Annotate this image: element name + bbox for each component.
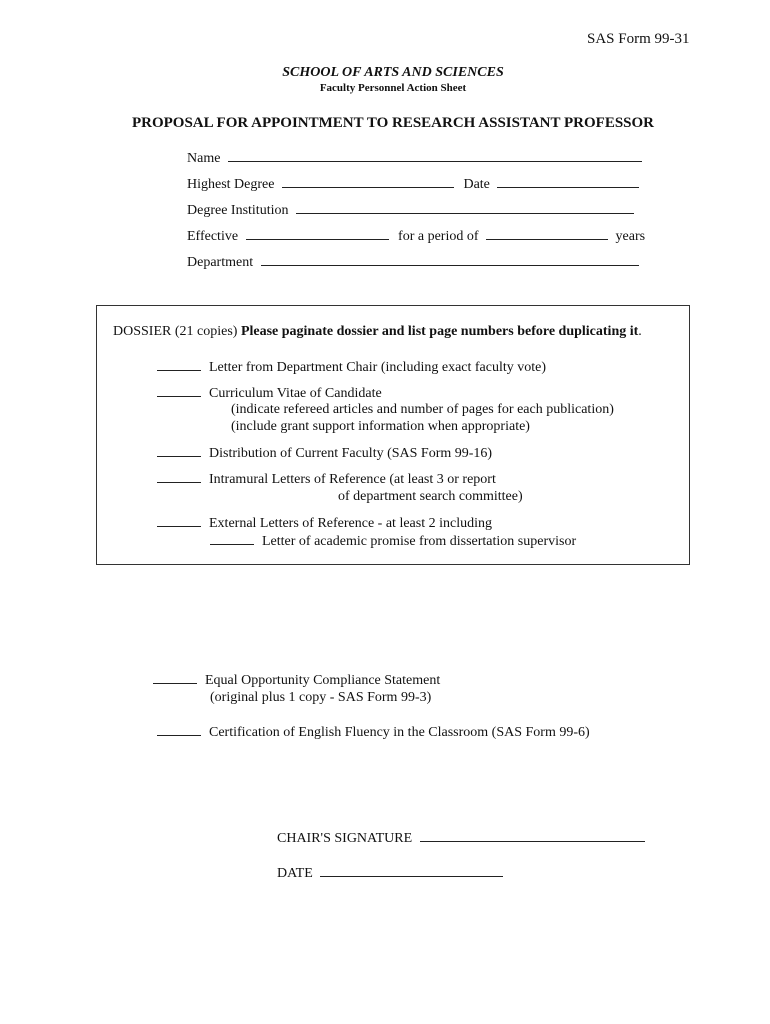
dossier-item-note: (indicate refereed articles and number of pages for each publication): [231, 402, 614, 417]
effective-label: Effective: [187, 229, 239, 244]
check-blank[interactable]: [210, 533, 254, 545]
period-label: for a period of: [398, 229, 479, 244]
dossier-item-note: of department search committee): [338, 489, 523, 504]
degree-institution-label: Degree Institution: [187, 203, 289, 218]
department-field[interactable]: [261, 253, 639, 266]
highest-degree-label: Highest Degree: [187, 177, 275, 192]
dossier-heading: [113, 324, 642, 340]
form-subtitle: Faculty Personnel Action Sheet: [319, 82, 467, 94]
date-field[interactable]: [497, 175, 639, 188]
dossier-item: [157, 359, 546, 376]
effective-field[interactable]: [246, 227, 389, 240]
check-blank[interactable]: [153, 672, 197, 684]
highest-degree-field[interactable]: [282, 175, 454, 188]
dossier-item: [157, 445, 492, 462]
name-label: Name: [187, 151, 221, 166]
extra-item: [153, 672, 440, 689]
dossier-item-label: Intramural Letters of Reference (at least 3 or report: [209, 472, 496, 487]
extra-item-label: Certification of English Fluency in the Classroom (SAS Form 99-6): [209, 725, 590, 740]
date-label: Date: [463, 177, 490, 192]
school-title: SCHOOL OF ARTS AND SCIENCES: [282, 65, 504, 80]
extra-item-label: Equal Opportunity Compliance Statement: [205, 673, 441, 688]
form-number: SAS Form 99-31: [587, 31, 690, 47]
dossier-item: [157, 385, 382, 402]
degree-row: [187, 175, 639, 193]
dossier-item-label: External Letters of Reference - at least 2 including: [209, 516, 492, 531]
check-blank[interactable]: [157, 471, 201, 483]
proposal-title: PROPOSAL FOR APPOINTMENT TO RESEARCH ASSISTANT PROFESSOR: [131, 115, 655, 131]
dossier-sub-item-label: Letter of academic promise from dissertation supervisor: [262, 534, 577, 549]
name-field[interactable]: [228, 149, 642, 162]
chair-signature-row: [277, 829, 645, 847]
years-label: years: [615, 229, 646, 244]
dossier-heading-end: .: [638, 324, 642, 339]
dossier-item: [157, 471, 496, 488]
check-blank[interactable]: [157, 445, 201, 457]
dossier-item-label: Letter from Department Chair (including exact faculty vote): [209, 360, 547, 375]
check-blank[interactable]: [157, 359, 201, 371]
chair-signature-label: CHAIR'S SIGNATURE: [277, 831, 413, 846]
check-blank[interactable]: [157, 515, 201, 527]
chair-signature-field[interactable]: [420, 829, 645, 842]
dossier-item-label: Distribution of Current Faculty (SAS Form 99-16): [209, 446, 493, 461]
degree-institution-field[interactable]: [296, 201, 634, 214]
check-blank[interactable]: [157, 724, 201, 736]
signature-date-field[interactable]: [320, 864, 503, 877]
department-row: [187, 253, 639, 271]
extra-item-note: (original plus 1 copy - SAS Form 99-3): [210, 690, 432, 705]
department-label: Department: [187, 255, 254, 270]
extra-item: [157, 724, 590, 741]
effective-row: [187, 227, 645, 245]
dossier-heading-plain: DOSSIER (21 copies): [113, 324, 241, 339]
dossier-sub-item: [210, 533, 576, 550]
institution-row: [187, 201, 634, 219]
name-row: [187, 149, 642, 167]
dossier-item-note: (include grant support information when appropriate): [231, 419, 530, 434]
dossier-item: [157, 515, 492, 532]
check-blank[interactable]: [157, 385, 201, 397]
dossier-heading-bold: Please paginate dossier and list page numbers before duplicating it: [240, 324, 639, 339]
signature-date-label: DATE: [277, 866, 313, 881]
signature-date-row: [277, 864, 503, 882]
period-field[interactable]: [486, 227, 608, 240]
dossier-item-label: Curriculum Vitae of Candidate: [209, 386, 382, 401]
